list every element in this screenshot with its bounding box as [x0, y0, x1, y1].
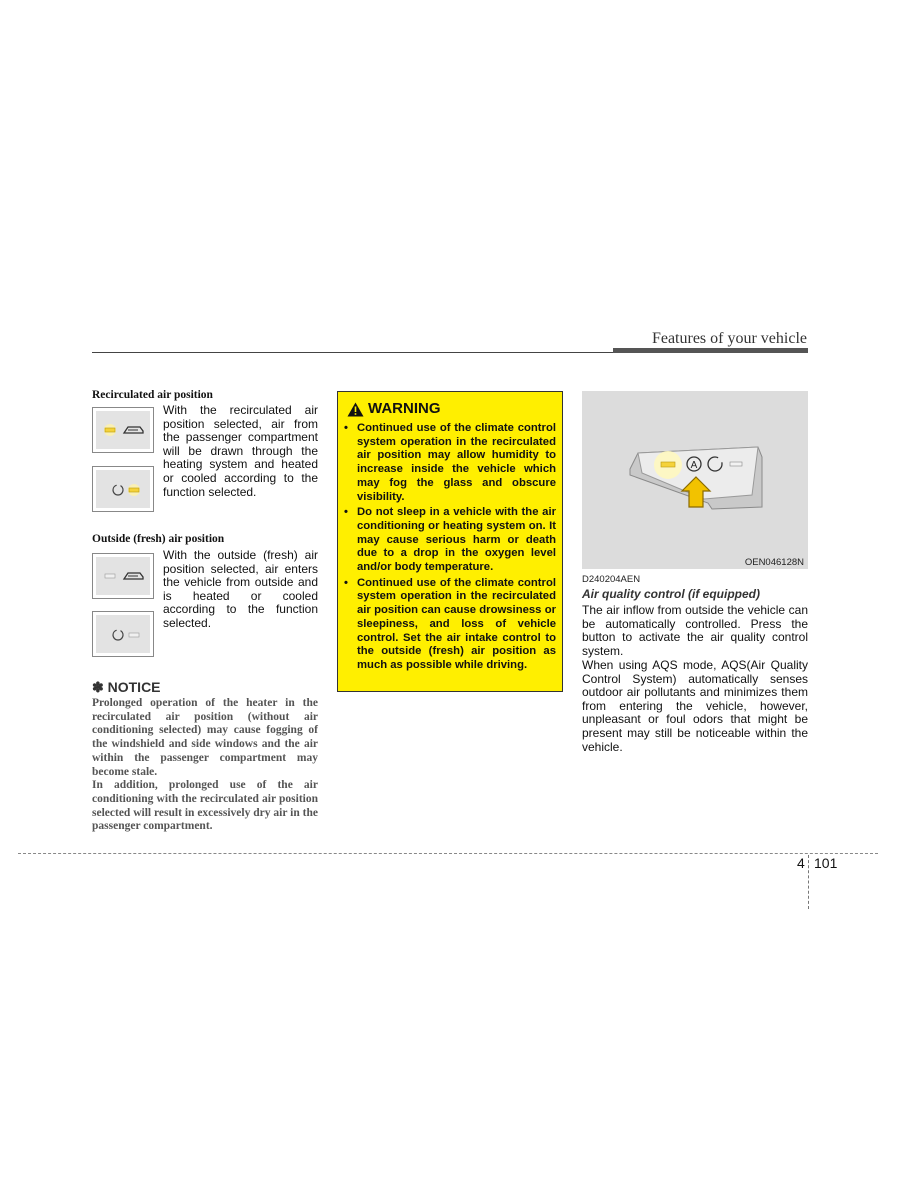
warning-item: • Continued use of the climate control system operation in the recirculated air position may allow humidity to increase inside the vehicle which may fog the glass and obscure visibility. [344, 422, 556, 503]
aqs-letter-label: A [690, 460, 698, 471]
aqs-paragraph-2: When using AQS mode, AQS(Air Quality Control System) automatically senses outdoor air pollutants and minimizes them from entering the vehicle, however, unpleasant or foul odors that might be present may still be noticeable within the vehicle. [582, 658, 808, 754]
recirculated-heading: Recirculated air position [92, 389, 213, 401]
notice-symbol-icon: ✽ [92, 679, 104, 695]
aqs-illustration [582, 391, 808, 569]
aqs-paragraph-1: The air inflow from outside the vehicle can be automatically controlled. Press the button to activate the air quality control system. [582, 603, 808, 658]
aqs-button-photo [582, 391, 808, 569]
warning-list [344, 422, 556, 675]
recirc-button-icon [96, 411, 150, 449]
outside-off-illustration [92, 553, 154, 599]
outside-heading: Outside (fresh) air position [92, 533, 225, 545]
recirc-circle-icon [96, 470, 150, 508]
outside-circle-icon [96, 615, 150, 653]
recirculated-text: With the recirculated air position selected, air from the passenger compartment will be drawn through the heating system and heated or cooled according to the function selected. [163, 403, 318, 499]
footer-divider [18, 853, 878, 854]
outside-button-icon [96, 557, 150, 595]
notice-title: NOTICE [107, 679, 161, 695]
page-number-divider [808, 855, 809, 909]
outside-text: With the outside (fresh) air position selected, air enters the vehicle from outside and is heated or cooled according to the function selected. [163, 548, 318, 630]
notice-paragraph-1: Prolonged operation of the heater in the recirculated air position (without air conditioning selected) may cause fogging of the windshield and side windows and the air within the passenger compartment may become stale. [92, 697, 318, 778]
warning-box [337, 391, 563, 692]
page-number: 101 [814, 855, 838, 871]
aqs-heading: Air quality control (if equipped) [582, 587, 760, 601]
notice-body [92, 697, 318, 834]
warning-title: WARNING [368, 400, 441, 417]
warning-triangle-icon [347, 402, 364, 417]
recirculated-indicator-illustration [92, 466, 154, 512]
notice-paragraph-2: In addition, prolonged use of the air conditioning with the recirculated air position selected will result in excessively dry air in the passenger compartment. [92, 779, 318, 833]
header-bar [613, 348, 808, 353]
warning-item: • Do not sleep in a vehicle with the air conditioning or heating system on. It may cause serious harm or death due to a drop in the oxygen level and/or body temperature. [344, 506, 556, 574]
notice-heading [92, 679, 161, 696]
warning-item: • Continued use of the climate control system operation in the recirculated air position can cause drowsiness or sleepiness, and loss of vehicle control. Set the air intake control to the outside (fresh) air position as much as possible while driving. [344, 576, 556, 671]
recirculated-on-illustration [92, 407, 154, 453]
chapter-number: 4 [797, 855, 805, 871]
image-code: OEN046128N [744, 557, 804, 568]
outside-indicator-illustration [92, 611, 154, 657]
section-code: D240204AEN [582, 574, 641, 585]
section-title: Features of your vehicle [651, 330, 807, 347]
